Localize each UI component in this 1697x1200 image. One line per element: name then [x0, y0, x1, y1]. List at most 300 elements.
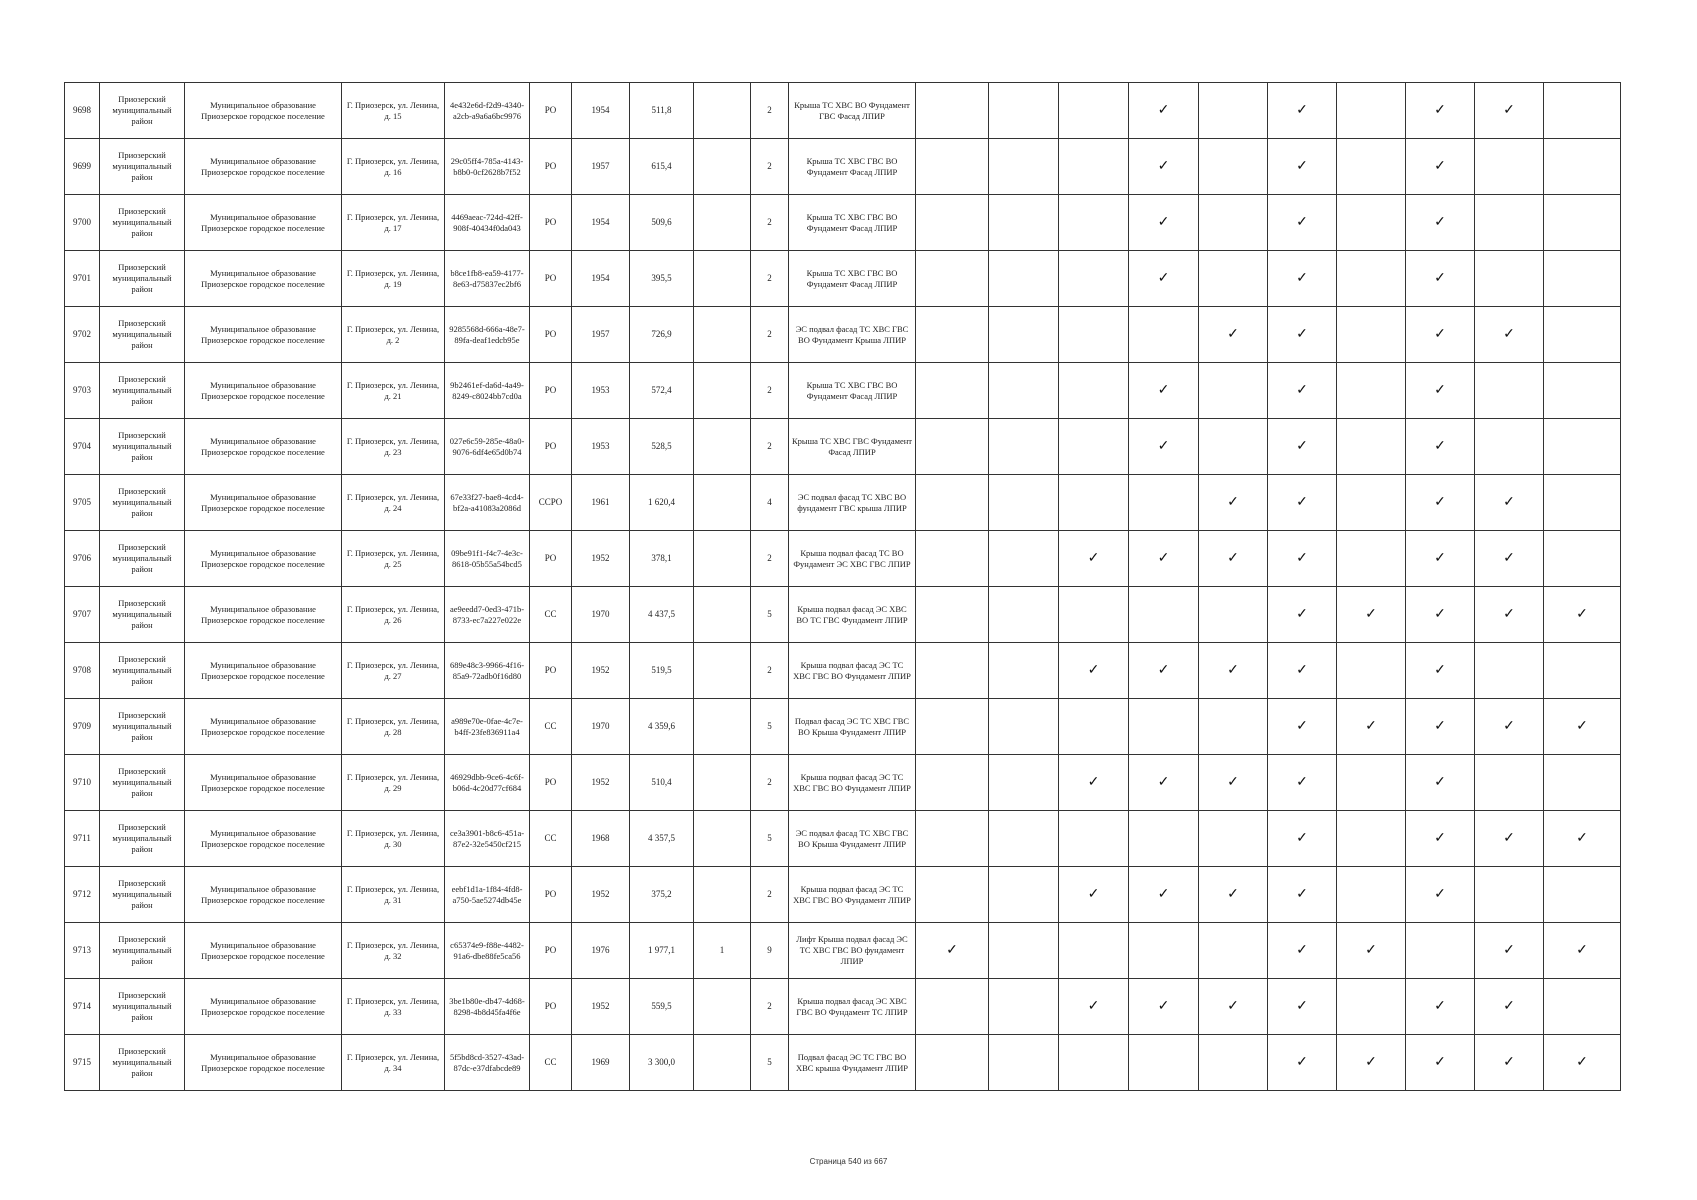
- empty-work-cell: [1337, 531, 1406, 587]
- empty-work-cell: [1544, 419, 1621, 475]
- address-cell: Г. Приозерск, ул. Ленина, д. 17: [342, 195, 445, 251]
- floors-cell: 2: [751, 979, 789, 1035]
- row-id-cell: 9710: [65, 755, 100, 811]
- check-mark-icon: ✓: [1129, 867, 1199, 923]
- check-mark-icon: ✓: [1268, 643, 1337, 699]
- empty-work-cell: [916, 867, 989, 923]
- municipality-cell: Муниципальное образование Приозерское городское поселение: [185, 139, 342, 195]
- check-mark-icon: ✓: [1268, 867, 1337, 923]
- municipality-cell: Муниципальное образование Приозерское городское поселение: [185, 811, 342, 867]
- empty-work-cell: [1059, 699, 1129, 755]
- check-mark-icon: ✓: [1268, 1035, 1337, 1091]
- area-cell: 615,4: [630, 139, 694, 195]
- year-cell: 1952: [572, 755, 630, 811]
- lifts-cell: [694, 755, 751, 811]
- empty-work-cell: [1129, 475, 1199, 531]
- lifts-cell: [694, 1035, 751, 1091]
- lifts-cell: [694, 83, 751, 139]
- check-mark-icon: ✓: [1475, 699, 1544, 755]
- wall-material-cell: РО: [530, 83, 572, 139]
- check-mark-icon: ✓: [1268, 699, 1337, 755]
- guid-cell: eebf1d1a-1f84-4fd8-a750-5ae5274db45e: [445, 867, 530, 923]
- empty-work-cell: [1544, 643, 1621, 699]
- table-row: [65, 979, 1621, 1035]
- guid-cell: 5f5bd8cd-3527-43ad-87dc-e37dfabcde89: [445, 1035, 530, 1091]
- empty-work-cell: [916, 979, 989, 1035]
- empty-work-cell: [1337, 643, 1406, 699]
- area-cell: 4 359,6: [630, 699, 694, 755]
- empty-work-cell: [1129, 587, 1199, 643]
- check-mark-icon: ✓: [1199, 307, 1268, 363]
- year-cell: 1954: [572, 251, 630, 307]
- empty-work-cell: [1199, 419, 1268, 475]
- check-mark-icon: ✓: [1129, 755, 1199, 811]
- works-cell: Крыша подвал фасад ТС ВО Фундамент ЭС ХВС ГВС ЛПИР: [789, 531, 916, 587]
- empty-work-cell: [916, 531, 989, 587]
- empty-work-cell: [1544, 195, 1621, 251]
- table-row: [65, 475, 1621, 531]
- floors-cell: 2: [751, 195, 789, 251]
- lifts-cell: [694, 587, 751, 643]
- year-cell: 1954: [572, 83, 630, 139]
- wall-material-cell: СС: [530, 699, 572, 755]
- check-mark-icon: ✓: [1475, 1035, 1544, 1091]
- empty-work-cell: [1337, 251, 1406, 307]
- district-cell: Приозерский муниципальный район: [100, 419, 185, 475]
- empty-work-cell: [1199, 1035, 1268, 1091]
- empty-work-cell: [1475, 139, 1544, 195]
- works-cell: Крыша ТС ХВС ГВС ВО Фундамент Фасад ЛПИР: [789, 251, 916, 307]
- check-mark-icon: ✓: [1129, 979, 1199, 1035]
- area-cell: 510,4: [630, 755, 694, 811]
- empty-work-cell: [989, 867, 1059, 923]
- check-mark-icon: ✓: [1059, 979, 1129, 1035]
- empty-work-cell: [1059, 811, 1129, 867]
- empty-work-cell: [1544, 979, 1621, 1035]
- municipality-cell: Муниципальное образование Приозерское городское поселение: [185, 251, 342, 307]
- empty-work-cell: [1406, 923, 1475, 979]
- check-mark-icon: ✓: [1544, 587, 1621, 643]
- district-cell: Приозерский муниципальный район: [100, 811, 185, 867]
- empty-work-cell: [1059, 139, 1129, 195]
- check-mark-icon: ✓: [1268, 195, 1337, 251]
- guid-cell: 689e48c3-9966-4f16-85a9-72adb0f16d80: [445, 643, 530, 699]
- row-id-cell: 9700: [65, 195, 100, 251]
- address-cell: Г. Приозерск, ул. Ленина, д. 24: [342, 475, 445, 531]
- empty-work-cell: [1544, 475, 1621, 531]
- check-mark-icon: ✓: [1268, 419, 1337, 475]
- table-row: [65, 419, 1621, 475]
- empty-work-cell: [1059, 363, 1129, 419]
- floors-cell: 2: [751, 139, 789, 195]
- empty-work-cell: [1199, 139, 1268, 195]
- check-mark-icon: ✓: [1059, 755, 1129, 811]
- table-row: [65, 363, 1621, 419]
- district-cell: Приозерский муниципальный район: [100, 307, 185, 363]
- empty-work-cell: [916, 1035, 989, 1091]
- empty-work-cell: [989, 251, 1059, 307]
- table-row: [65, 195, 1621, 251]
- empty-work-cell: [916, 139, 989, 195]
- check-mark-icon: ✓: [1406, 195, 1475, 251]
- district-cell: Приозерский муниципальный район: [100, 923, 185, 979]
- works-cell: Крыша подвал фасад ЭС ХВС ВО ТС ГВС Фундамент ЛПИР: [789, 587, 916, 643]
- check-mark-icon: ✓: [1406, 419, 1475, 475]
- empty-work-cell: [1059, 475, 1129, 531]
- empty-work-cell: [989, 587, 1059, 643]
- guid-cell: 027e6c59-285e-48a0-9076-6df4e65d0b74: [445, 419, 530, 475]
- empty-work-cell: [989, 755, 1059, 811]
- check-mark-icon: ✓: [1337, 923, 1406, 979]
- lifts-cell: [694, 251, 751, 307]
- row-id-cell: 9704: [65, 419, 100, 475]
- empty-work-cell: [1337, 811, 1406, 867]
- floors-cell: 5: [751, 811, 789, 867]
- row-id-cell: 9708: [65, 643, 100, 699]
- empty-work-cell: [1199, 83, 1268, 139]
- empty-work-cell: [1544, 139, 1621, 195]
- guid-cell: 4469aeac-724d-42ff-908f-40434f0da043: [445, 195, 530, 251]
- table-row: [65, 867, 1621, 923]
- works-cell: Крыша ТС ХВС ГВС Фундамент Фасад ЛПИР: [789, 419, 916, 475]
- check-mark-icon: ✓: [1199, 979, 1268, 1035]
- area-cell: 4 357,5: [630, 811, 694, 867]
- district-cell: Приозерский муниципальный район: [100, 531, 185, 587]
- housing-table: [64, 82, 1621, 1091]
- works-cell: Крыша ТС ХВС ВО Фундамент ГВС Фасад ЛПИР: [789, 83, 916, 139]
- municipality-cell: Муниципальное образование Приозерское городское поселение: [185, 419, 342, 475]
- district-cell: Приозерский муниципальный район: [100, 867, 185, 923]
- check-mark-icon: ✓: [1475, 811, 1544, 867]
- district-cell: Приозерский муниципальный район: [100, 979, 185, 1035]
- check-mark-icon: ✓: [1406, 699, 1475, 755]
- wall-material-cell: РО: [530, 307, 572, 363]
- empty-work-cell: [989, 475, 1059, 531]
- table-row: [65, 1035, 1621, 1091]
- municipality-cell: Муниципальное образование Приозерское городское поселение: [185, 587, 342, 643]
- year-cell: 1952: [572, 979, 630, 1035]
- municipality-cell: Муниципальное образование Приозерское городское поселение: [185, 195, 342, 251]
- lifts-cell: [694, 979, 751, 1035]
- district-cell: Приозерский муниципальный район: [100, 83, 185, 139]
- district-cell: Приозерский муниципальный район: [100, 643, 185, 699]
- empty-work-cell: [989, 811, 1059, 867]
- area-cell: 3 300,0: [630, 1035, 694, 1091]
- works-cell: ЭС подвал фасад ТС ХВС ГВС ВО Крыша Фундамент ЛПИР: [789, 811, 916, 867]
- address-cell: Г. Приозерск, ул. Ленина, д. 25: [342, 531, 445, 587]
- row-id-cell: 9713: [65, 923, 100, 979]
- empty-work-cell: [1199, 363, 1268, 419]
- empty-work-cell: [1199, 251, 1268, 307]
- floors-cell: 2: [751, 419, 789, 475]
- check-mark-icon: ✓: [1199, 643, 1268, 699]
- check-mark-icon: ✓: [1268, 251, 1337, 307]
- check-mark-icon: ✓: [1268, 755, 1337, 811]
- empty-work-cell: [989, 699, 1059, 755]
- row-id-cell: 9714: [65, 979, 100, 1035]
- check-mark-icon: ✓: [916, 923, 989, 979]
- wall-material-cell: РО: [530, 755, 572, 811]
- table-row: [65, 83, 1621, 139]
- check-mark-icon: ✓: [1268, 307, 1337, 363]
- area-cell: 378,1: [630, 531, 694, 587]
- works-cell: Подвал фасад ЭС ТС ГВС ВО ХВС крыша Фундамент ЛПИР: [789, 1035, 916, 1091]
- empty-work-cell: [1337, 419, 1406, 475]
- empty-work-cell: [916, 587, 989, 643]
- lifts-cell: [694, 475, 751, 531]
- guid-cell: ae9eedd7-0ed3-471b-8733-ec7a227e022e: [445, 587, 530, 643]
- floors-cell: 5: [751, 1035, 789, 1091]
- address-cell: Г. Приозерск, ул. Ленина, д. 30: [342, 811, 445, 867]
- address-cell: Г. Приозерск, ул. Ленина, д. 26: [342, 587, 445, 643]
- row-id-cell: 9703: [65, 363, 100, 419]
- wall-material-cell: РО: [530, 419, 572, 475]
- empty-work-cell: [1475, 419, 1544, 475]
- table-row: [65, 531, 1621, 587]
- wall-material-cell: РО: [530, 979, 572, 1035]
- district-cell: Приозерский муниципальный район: [100, 139, 185, 195]
- address-cell: Г. Приозерск, ул. Ленина, д. 28: [342, 699, 445, 755]
- year-cell: 1969: [572, 1035, 630, 1091]
- works-cell: Крыша подвал фасад ЭС ТС ХВС ГВС ВО Фундамент ЛПИР: [789, 643, 916, 699]
- check-mark-icon: ✓: [1406, 307, 1475, 363]
- empty-work-cell: [916, 475, 989, 531]
- check-mark-icon: ✓: [1268, 811, 1337, 867]
- year-cell: 1953: [572, 363, 630, 419]
- check-mark-icon: ✓: [1406, 363, 1475, 419]
- guid-cell: 9b2461ef-da6d-4a49-8249-c8024bb7cd0a: [445, 363, 530, 419]
- check-mark-icon: ✓: [1406, 587, 1475, 643]
- wall-material-cell: СС: [530, 587, 572, 643]
- year-cell: 1952: [572, 867, 630, 923]
- row-id-cell: 9711: [65, 811, 100, 867]
- floors-cell: 4: [751, 475, 789, 531]
- area-cell: 511,8: [630, 83, 694, 139]
- row-id-cell: 9705: [65, 475, 100, 531]
- floors-cell: 2: [751, 531, 789, 587]
- wall-material-cell: ССРО: [530, 475, 572, 531]
- table-row: [65, 643, 1621, 699]
- floors-cell: 9: [751, 923, 789, 979]
- wall-material-cell: СС: [530, 1035, 572, 1091]
- floors-cell: 2: [751, 251, 789, 307]
- check-mark-icon: ✓: [1059, 867, 1129, 923]
- works-cell: Крыша подвал фасад ЭС ХВС ГВС ВО Фундамент ТС ЛПИР: [789, 979, 916, 1035]
- check-mark-icon: ✓: [1268, 531, 1337, 587]
- year-cell: 1961: [572, 475, 630, 531]
- empty-work-cell: [916, 83, 989, 139]
- area-cell: 519,5: [630, 643, 694, 699]
- check-mark-icon: ✓: [1406, 1035, 1475, 1091]
- empty-work-cell: [989, 923, 1059, 979]
- check-mark-icon: ✓: [1337, 587, 1406, 643]
- check-mark-icon: ✓: [1475, 83, 1544, 139]
- area-cell: 1 977,1: [630, 923, 694, 979]
- empty-work-cell: [1129, 1035, 1199, 1091]
- floors-cell: 2: [751, 643, 789, 699]
- row-id-cell: 9712: [65, 867, 100, 923]
- year-cell: 1968: [572, 811, 630, 867]
- empty-work-cell: [989, 419, 1059, 475]
- row-id-cell: 9707: [65, 587, 100, 643]
- municipality-cell: Муниципальное образование Приозерское городское поселение: [185, 83, 342, 139]
- year-cell: 1970: [572, 587, 630, 643]
- table-body: [65, 83, 1621, 1091]
- check-mark-icon: ✓: [1406, 531, 1475, 587]
- empty-work-cell: [1475, 363, 1544, 419]
- wall-material-cell: РО: [530, 531, 572, 587]
- table-row: [65, 587, 1621, 643]
- municipality-cell: Муниципальное образование Приозерское городское поселение: [185, 363, 342, 419]
- check-mark-icon: ✓: [1406, 755, 1475, 811]
- check-mark-icon: ✓: [1406, 811, 1475, 867]
- lifts-cell: [694, 867, 751, 923]
- area-cell: 509,6: [630, 195, 694, 251]
- guid-cell: 9285568d-666a-48e7-89fa-deaf1edcb95e: [445, 307, 530, 363]
- empty-work-cell: [1475, 251, 1544, 307]
- check-mark-icon: ✓: [1059, 531, 1129, 587]
- wall-material-cell: СС: [530, 811, 572, 867]
- table-row: [65, 811, 1621, 867]
- works-cell: ЭС подвал фасад ТС ХВС ВО фундамент ГВС крыша ЛПИР: [789, 475, 916, 531]
- works-cell: Лифт Крыша подвал фасад ЭС ТС ХВС ГВС ВО фундамент ЛПИР: [789, 923, 916, 979]
- row-id-cell: 9699: [65, 139, 100, 195]
- empty-work-cell: [1475, 755, 1544, 811]
- row-id-cell: 9706: [65, 531, 100, 587]
- empty-work-cell: [916, 363, 989, 419]
- empty-work-cell: [1059, 195, 1129, 251]
- floors-cell: 2: [751, 363, 789, 419]
- guid-cell: 29c05ff4-785a-4143-b8b0-0cf2628b7f52: [445, 139, 530, 195]
- empty-work-cell: [1199, 195, 1268, 251]
- empty-work-cell: [989, 195, 1059, 251]
- works-cell: Крыша ТС ХВС ГВС ВО Фундамент Фасад ЛПИР: [789, 139, 916, 195]
- check-mark-icon: ✓: [1268, 139, 1337, 195]
- check-mark-icon: ✓: [1337, 1035, 1406, 1091]
- check-mark-icon: ✓: [1199, 531, 1268, 587]
- municipality-cell: Муниципальное образование Приозерское городское поселение: [185, 531, 342, 587]
- wall-material-cell: РО: [530, 139, 572, 195]
- works-cell: Крыша ТС ХВС ГВС ВО Фундамент Фасад ЛПИР: [789, 363, 916, 419]
- empty-work-cell: [1337, 307, 1406, 363]
- empty-work-cell: [1059, 251, 1129, 307]
- empty-work-cell: [989, 307, 1059, 363]
- empty-work-cell: [1337, 475, 1406, 531]
- empty-work-cell: [1544, 363, 1621, 419]
- empty-work-cell: [989, 531, 1059, 587]
- empty-work-cell: [1199, 587, 1268, 643]
- year-cell: 1954: [572, 195, 630, 251]
- municipality-cell: Муниципальное образование Приозерское городское поселение: [185, 475, 342, 531]
- table-row: [65, 923, 1621, 979]
- empty-work-cell: [1337, 979, 1406, 1035]
- empty-work-cell: [1059, 419, 1129, 475]
- lifts-cell: [694, 195, 751, 251]
- check-mark-icon: ✓: [1406, 139, 1475, 195]
- empty-work-cell: [916, 419, 989, 475]
- empty-work-cell: [916, 755, 989, 811]
- municipality-cell: Муниципальное образование Приозерское городское поселение: [185, 643, 342, 699]
- lifts-cell: [694, 811, 751, 867]
- row-id-cell: 9709: [65, 699, 100, 755]
- address-cell: Г. Приозерск, ул. Ленина, д. 33: [342, 979, 445, 1035]
- check-mark-icon: ✓: [1544, 811, 1621, 867]
- check-mark-icon: ✓: [1129, 363, 1199, 419]
- empty-work-cell: [1129, 923, 1199, 979]
- lifts-cell: [694, 139, 751, 195]
- check-mark-icon: ✓: [1406, 251, 1475, 307]
- year-cell: 1952: [572, 643, 630, 699]
- wall-material-cell: РО: [530, 195, 572, 251]
- year-cell: 1953: [572, 419, 630, 475]
- empty-work-cell: [1337, 139, 1406, 195]
- empty-work-cell: [1337, 867, 1406, 923]
- empty-work-cell: [1475, 643, 1544, 699]
- address-cell: Г. Приозерск, ул. Ленина, д. 21: [342, 363, 445, 419]
- guid-cell: 4e432e6d-f2d9-4340-a2cb-a9a6a6bc9976: [445, 83, 530, 139]
- works-cell: ЭС подвал фасад ТС ХВС ГВС ВО Фундамент Крыша ЛПИР: [789, 307, 916, 363]
- empty-work-cell: [1129, 699, 1199, 755]
- wall-material-cell: РО: [530, 867, 572, 923]
- empty-work-cell: [916, 307, 989, 363]
- check-mark-icon: ✓: [1268, 363, 1337, 419]
- empty-work-cell: [916, 251, 989, 307]
- empty-work-cell: [1199, 923, 1268, 979]
- check-mark-icon: ✓: [1544, 699, 1621, 755]
- address-cell: Г. Приозерск, ул. Ленина, д. 19: [342, 251, 445, 307]
- check-mark-icon: ✓: [1475, 923, 1544, 979]
- check-mark-icon: ✓: [1129, 419, 1199, 475]
- district-cell: Приозерский муниципальный район: [100, 475, 185, 531]
- table-row: [65, 755, 1621, 811]
- row-id-cell: 9715: [65, 1035, 100, 1091]
- empty-work-cell: [989, 1035, 1059, 1091]
- lifts-cell: 1: [694, 923, 751, 979]
- check-mark-icon: ✓: [1268, 979, 1337, 1035]
- empty-work-cell: [916, 643, 989, 699]
- empty-work-cell: [1544, 251, 1621, 307]
- municipality-cell: Муниципальное образование Приозерское городское поселение: [185, 867, 342, 923]
- check-mark-icon: ✓: [1129, 643, 1199, 699]
- works-cell: Крыша подвал фасад ЭС ТС ХВС ГВС ВО Фундамент ЛПИР: [789, 867, 916, 923]
- district-cell: Приозерский муниципальный район: [100, 251, 185, 307]
- address-cell: Г. Приозерск, ул. Ленина, д. 15: [342, 83, 445, 139]
- area-cell: 375,2: [630, 867, 694, 923]
- empty-work-cell: [1337, 755, 1406, 811]
- check-mark-icon: ✓: [1475, 475, 1544, 531]
- check-mark-icon: ✓: [1406, 83, 1475, 139]
- lifts-cell: [694, 531, 751, 587]
- check-mark-icon: ✓: [1199, 475, 1268, 531]
- table-row: [65, 307, 1621, 363]
- check-mark-icon: ✓: [1268, 83, 1337, 139]
- district-cell: Приозерский муниципальный район: [100, 699, 185, 755]
- works-cell: Подвал фасад ЭС ТС ХВС ГВС ВО Крыша Фундамент ЛПИР: [789, 699, 916, 755]
- guid-cell: 3be1b80e-db47-4d68-8298-4b8d45fa4f6e: [445, 979, 530, 1035]
- guid-cell: 67e33f27-bae8-4cd4-bf2a-a41083a2086d: [445, 475, 530, 531]
- check-mark-icon: ✓: [1406, 979, 1475, 1035]
- check-mark-icon: ✓: [1544, 1035, 1621, 1091]
- empty-work-cell: [1544, 531, 1621, 587]
- empty-work-cell: [1059, 587, 1129, 643]
- check-mark-icon: ✓: [1199, 867, 1268, 923]
- check-mark-icon: ✓: [1129, 83, 1199, 139]
- lifts-cell: [694, 643, 751, 699]
- empty-work-cell: [1059, 1035, 1129, 1091]
- area-cell: 528,5: [630, 419, 694, 475]
- year-cell: 1957: [572, 307, 630, 363]
- check-mark-icon: ✓: [1475, 307, 1544, 363]
